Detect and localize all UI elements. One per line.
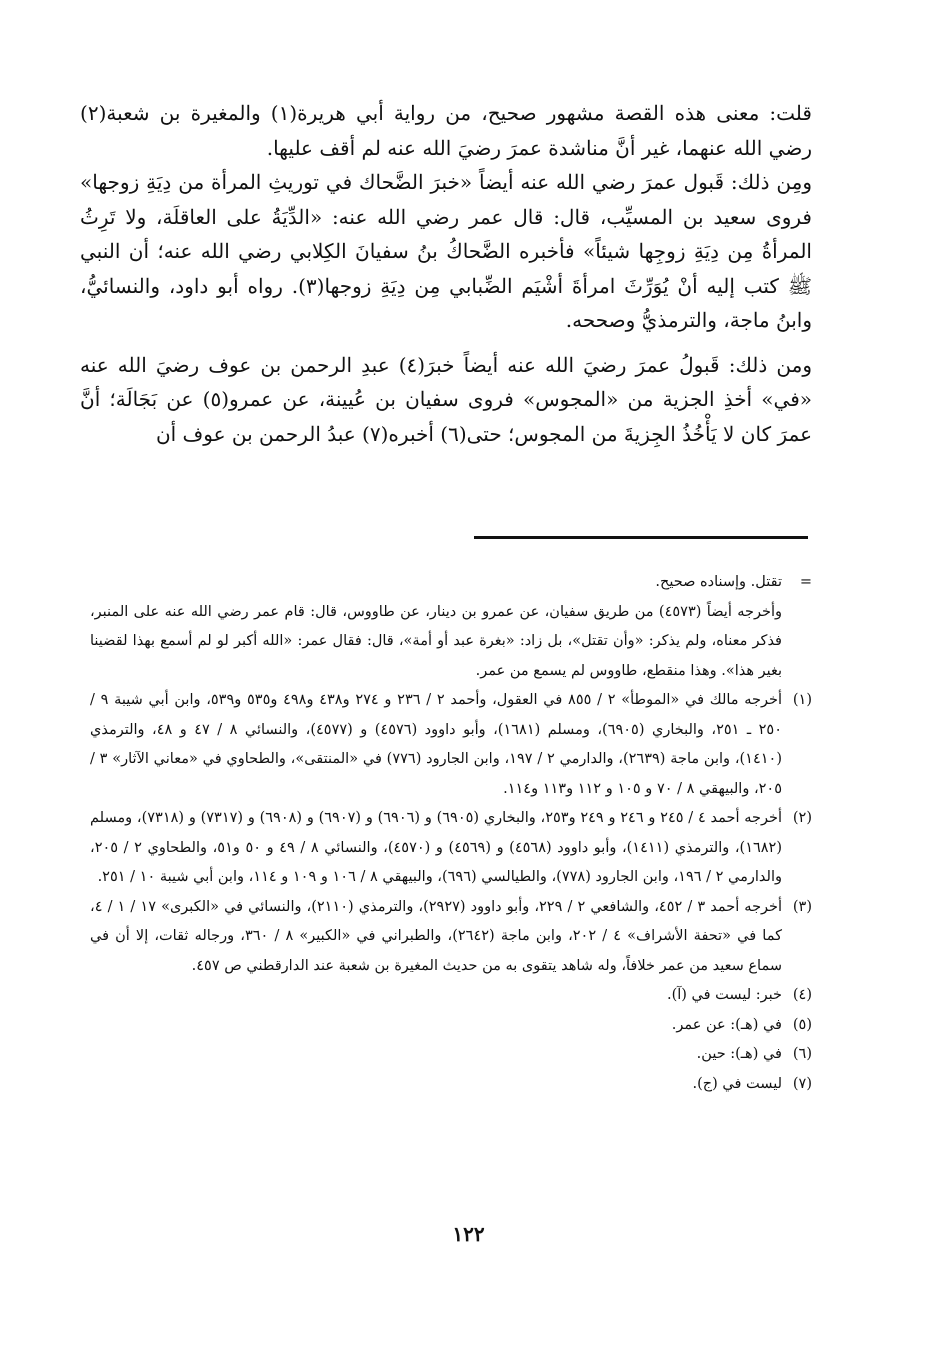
page-number: ١٢٢	[452, 1222, 485, 1246]
footnote-number: =	[799, 574, 812, 590]
footnote-number: (٤)	[792, 987, 812, 1003]
footnote-number: (١)	[792, 692, 812, 708]
footnote-number: (٥)	[792, 1016, 812, 1033]
footnote-text: وأخرجه أيضاً (٤٥٧٣) من طريق سفيان، عن عمرو بن دينار، عن طاووس، قال: قام عمر رضي الله عنه على المنبر، فذكر معناه، ولم يذكر: «وأن تقتل»، بل زاد: «بغرة عبد أو أمة»، قال: فقال عمر: «الله أكبر لو لم أسمع بهذا لقضينا بغير هذا». وهذا منقطع، طاووس لم يسمع من عمر.	[90, 603, 783, 679]
footnote: (٥) في (هـ): عن عمر.	[90, 1011, 812, 1041]
footnote: (٤) خبر: ليست في (آ).	[90, 981, 812, 1011]
footnote-number: (٦)	[792, 1046, 812, 1062]
footnote: (٧) ليست في (ج).	[90, 1070, 812, 1100]
footnote-divider	[474, 536, 808, 539]
footnote: (١) أخرجه مالك في «الموطأ» ٢ / ٨٥٥ في العقول، وأحمد ٢ / ٢٣٦ و ٢٧٤ و٤٣٨ و٤٩٨ و٥٣٥ و٥٣٩، وابن أبي شيبة ٩ / ٢٥٠ ـ ٢٥١، والبخاري (٦٩٠٥)، ومسلم (١٦٨١)، وأبو داوود (٤٥٧٦) و (٤٥٧٧)، والنسائي ٨ / ٤٧ و ٤٨، والترمذي (١٤١٠)، وابن ماجة (٢٦٣٩)، والدارمي ٢ / ١٩٧، وابن الجارود (٧٧٦) في «المنتقى»، والطحاوي في «معاني الآثار» ٣ / ٢٠٥، والبيهقي ٨ / ٧٠ و ١٠٥ و ١١٢ و١١٣ و١١٤.	[90, 686, 812, 804]
footnote: (٣) أخرجه أحمد ٣ / ٤٥٢، والشافعي ٢ / ٢٢٩، وأبو داوود (٢٩٢٧)، والترمذي (٢١١٠)، والنسائي في «الكبرى» ١٧ / ١ / ٤، كما في «تحفة الأشراف» ٤ / ٢٠٢، وابن ماجة (٢٦٤٢)، والطبراني في «الكبير» ٨ / ٣٦٠، ورجاله ثقات، إلا أن في سماع سعيد من عمر خلافاً، وله شاهد يتقوى به من حديث المغيرة بن شعبة عند الدارقطني ص ٤٥٧.	[90, 893, 812, 982]
footnote-number: (٣)	[792, 898, 812, 915]
footnotes	[90, 568, 812, 1099]
footnote-number: (٢)	[792, 810, 812, 826]
main-text	[80, 96, 812, 451]
paragraph: قلت: معنى هذه القصة مشهور صحيح، من رواية أبي هريرة(١) والمغيرة بن شعبة(٢) رضي الله عنهما، غير أنَّ مناشدة عمرَ رضيَ الله عنه لم أقف عليها.	[80, 101, 812, 160]
footnote-continuation: = تقتل. وإسناده صحيح.	[90, 568, 812, 598]
footnote-number: (٧)	[792, 1075, 812, 1092]
paragraph: ومِن ذلك: قَبول عمرَ رضي الله عنه أيضاً «خبرَ الضَّحاك في توريثِ المرأة من دِيَةِ زوجها» فروى سعيد بن المسيِّب، قال: قال عمر رضي الله عنه: «الدِّيَةُ على العاقلَة، ولا تَرِثُ المرأةُ مِن دِيَةِ زوجِها شيئاً» فأخبره الضَّحاكُ بنُ سفيانَ الكِلابي رضي الله عنه؛ أن النبي ﷺ كتب إليه أنْ يُوَرِّثَ امرأةَ أشْيَم الضِّبابي مِن دِيَةِ زوجها(٣). رواه أبو داود، والنسائيُّ، وابنُ ماجة، والترمذيُّ وصححه.	[80, 170, 812, 332]
footnote: (٢) أخرجه أحمد ٤ / ٢٤٥ و ٢٤٦ و ٢٤٩ و٢٥٣، والبخاري (٦٩٠٥) و (٦٩٠٦) و (٦٩٠٧) و (٦٩٠٨) و (٧٣١٧) و (٧٣١٨)، ومسلم (١٦٨٢)، والترمذي (١٤١١)، وأبو داوود (٤٥٦٨) و (٤٥٦٩) و (٤٥٧٠)، والنسائي ٨ / ٤٩ و ٥٠ و٥١، والطحاوي ٢ / ٢٠٥، والدارمي ٢ / ١٩٦، وابن الجارود (٧٧٨)، والطيالسي (٦٩٦)، والبيهقي ٨ / ١٠٦ و ١٠٩ و ١١٤، وابن أبي شيبة ١٠ / ٢٥١.	[90, 804, 812, 893]
footnote: (٦) في (هـ): حين.	[90, 1040, 812, 1070]
paragraph: ومن ذلك: قَبولُ عمرَ رضيَ الله عنه أيضاً خبرَ(٤) عبدِ الرحمن بن عوف رضيَ الله عنه «في» أخذِ الجزية من «المجوس» فروى سفيان بن عُيينة، عن عمرو(٥) عن بَجَالَة؛ أنَّ عمرَ كان لا يَأْخُذُ الجِزيةَ من المجوس؛ حتى(٦) أخبره(٧) عبدُ الرحمن بن عوف أن	[80, 352, 812, 446]
